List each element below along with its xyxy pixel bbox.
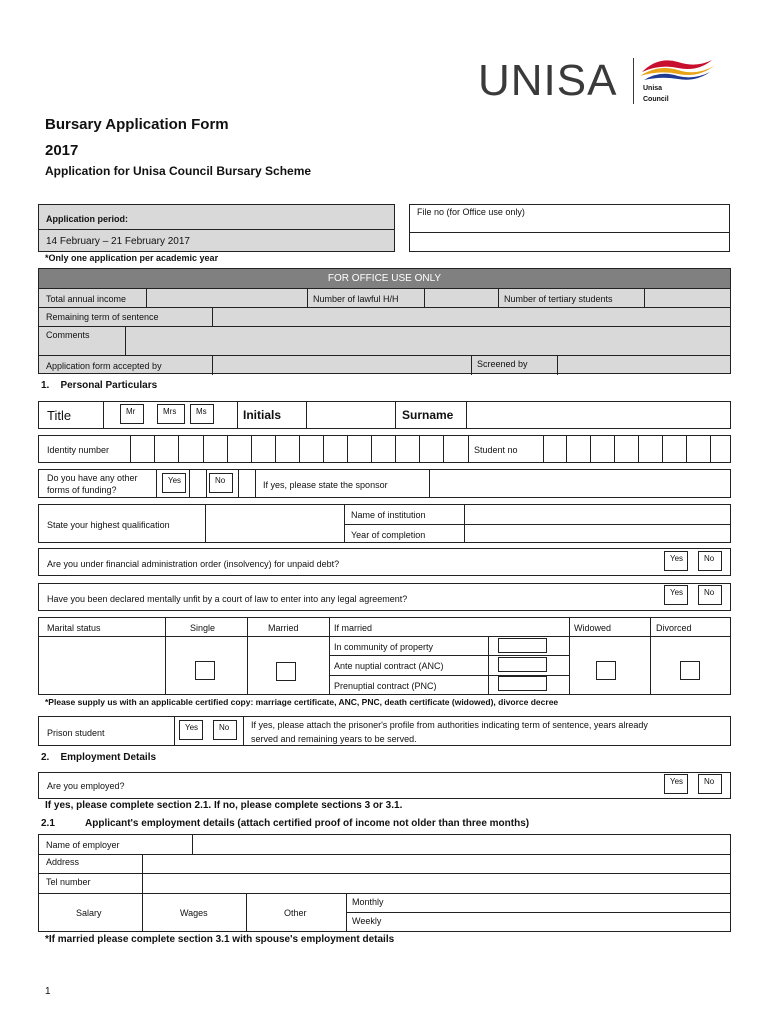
funding-question-line2: forms of funding?: [47, 485, 117, 495]
insolvency-question: Are you under financial administration order (insolvency) for unpaid debt?: [47, 559, 340, 569]
highest-qualification-label: State your highest qualification: [47, 520, 170, 530]
prison-no-checkbox[interactable]: [213, 720, 237, 740]
logo-sub-unisa: Unisa: [643, 85, 663, 92]
highest-qualification-input[interactable]: [206, 505, 342, 542]
surname-input[interactable]: [466, 402, 730, 428]
insolvency-row: [38, 548, 731, 576]
page-number: 1: [45, 986, 51, 997]
year-completion-label: Year of completion: [351, 530, 426, 540]
employer-label: Name of employer: [46, 840, 120, 850]
widowed-label: Widowed: [574, 623, 612, 633]
yes-label: Yes: [670, 554, 684, 563]
community-label: In community of property: [334, 642, 434, 652]
yes-label: Yes: [670, 588, 684, 597]
tel-input[interactable]: [142, 873, 730, 891]
prison-note-line1: If yes, please attach the prisoner's profile from authorities indicating term of sentence, years already: [251, 720, 648, 730]
section-2-1-heading: Applicant's employment details (attach certified proof of income not older than three months): [85, 818, 530, 829]
sponsor-input[interactable]: [430, 470, 730, 497]
section-1-heading: 1. Personal Particulars: [41, 380, 158, 391]
institution-input[interactable]: [464, 505, 730, 523]
tel-label: Tel number: [46, 877, 91, 887]
tertiary-students-label: Number of tertiary students: [504, 294, 613, 304]
employed-question: Are you employed?: [47, 781, 125, 791]
anc-label: Ante nuptial contract (ANC): [334, 661, 444, 671]
other-label: Other: [284, 908, 307, 918]
initials-input[interactable]: [306, 402, 394, 428]
funding-question-line1: Do you have any other: [47, 473, 138, 483]
form-title: Bursary Application Form: [45, 116, 229, 133]
form-year: 2017: [45, 142, 79, 159]
mental-no-checkbox[interactable]: [698, 585, 722, 605]
weekly-input[interactable]: [380, 912, 730, 931]
title-ms-checkbox[interactable]: [190, 404, 214, 424]
community-checkbox[interactable]: [498, 638, 547, 653]
pnc-checkbox[interactable]: [498, 676, 547, 691]
yes-label: Yes: [168, 476, 182, 485]
prison-student-label: Prison student: [47, 728, 105, 738]
total-income-label: Total annual income: [46, 294, 127, 304]
prison-row: [38, 716, 731, 746]
address-input[interactable]: [142, 854, 730, 872]
employed-row: [38, 772, 731, 799]
file-no-label: File no (for Office use only): [417, 207, 525, 217]
mental-row: [38, 583, 731, 611]
marital-note: *Please supply us with an applicable certified copy: marriage certificate, ANC, PNC, death certificate (widowed), divorce decree: [45, 697, 559, 707]
file-no-input[interactable]: [410, 232, 729, 251]
mrs-label: Mrs: [163, 407, 177, 416]
married-label: Married: [268, 623, 299, 633]
application-period-dates: 14 February – 21 February 2017: [46, 236, 190, 247]
weekly-label: Weekly: [352, 916, 382, 926]
sponsor-label: If yes, please state the sponsor: [263, 480, 388, 490]
marital-status-label: Marital status: [47, 623, 101, 633]
logo-flag-icon: [638, 54, 718, 82]
insolvency-no-checkbox[interactable]: [698, 551, 722, 571]
prison-note-line2: served and remaining years to be served.: [251, 734, 417, 744]
widowed-checkbox[interactable]: [596, 661, 616, 680]
section-2-heading: 2. Employment Details: [41, 752, 157, 763]
funding-no-checkbox[interactable]: [209, 473, 233, 493]
anc-checkbox[interactable]: [498, 657, 547, 672]
prison-yes-checkbox[interactable]: [179, 720, 203, 740]
mental-yes-checkbox[interactable]: [664, 585, 688, 605]
accepted-by-label: Application form accepted by: [46, 361, 162, 371]
logo-wordmark: UNISA: [478, 56, 618, 105]
identity-number-label: Identity number: [47, 445, 110, 455]
application-period-box: [38, 204, 395, 252]
no-label: No: [704, 777, 715, 786]
address-label: Address: [46, 857, 80, 867]
employer-input[interactable]: [192, 835, 730, 853]
office-use-table: [38, 268, 731, 374]
surname-label: Surname: [402, 408, 454, 422]
no-label: No: [704, 588, 715, 597]
mr-label: Mr: [126, 407, 136, 416]
comments-label: Comments: [46, 330, 90, 340]
title-label: Title: [47, 408, 72, 423]
section-2-1-number: 2.1: [41, 818, 55, 829]
divorced-checkbox[interactable]: [680, 661, 700, 680]
insolvency-yes-checkbox[interactable]: [664, 551, 688, 571]
no-label: No: [704, 554, 715, 563]
identity-row: [38, 435, 731, 463]
no-label: No: [219, 723, 230, 732]
unisa-logo: [478, 52, 718, 108]
pnc-label: Prenuptial contract (PNC): [334, 681, 437, 691]
logo-sub-council: Council: [643, 96, 669, 103]
marital-table: [38, 617, 731, 695]
employed-yes-checkbox[interactable]: [664, 774, 688, 794]
no-label: No: [215, 476, 226, 485]
lawful-hh-label: Number of lawful H/H: [313, 294, 399, 304]
ms-label: Ms: [196, 407, 207, 416]
employed-no-checkbox[interactable]: [698, 774, 722, 794]
one-application-note: *Only one application per academic year: [45, 253, 219, 263]
divorced-label: Divorced: [656, 623, 692, 633]
logo-divider: [633, 58, 634, 104]
married-employment-note: *If married please complete section 3.1 with spouse's employment details: [45, 934, 395, 945]
wages-label: Wages: [180, 908, 208, 918]
monthly-label: Monthly: [352, 897, 384, 907]
title-mr-checkbox[interactable]: [120, 404, 144, 424]
yes-label: Yes: [670, 777, 684, 786]
yes-label: Yes: [185, 723, 199, 732]
mental-question: Have you been declared mentally unfit by a court of law to enter into any legal agreement?: [47, 594, 408, 604]
year-completion-input[interactable]: [464, 524, 730, 542]
monthly-input[interactable]: [380, 893, 730, 911]
employment-instruction: If yes, please complete section 2.1. If no, please complete sections 3 or 3.1.: [45, 800, 403, 811]
title-mrs-checkbox[interactable]: [157, 404, 185, 424]
single-label: Single: [190, 623, 216, 633]
application-period-label: Application period:: [46, 214, 128, 224]
funding-yes-checkbox[interactable]: [162, 473, 186, 493]
if-married-label: If married: [334, 623, 373, 633]
salary-label: Salary: [76, 908, 102, 918]
office-use-heading: FOR OFFICE USE ONLY: [327, 273, 442, 284]
remaining-term-label: Remaining term of sentence: [46, 312, 159, 322]
initials-label: Initials: [243, 408, 282, 422]
single-checkbox[interactable]: [195, 661, 215, 680]
form-subtitle: Application for Unisa Council Bursary Scheme: [45, 164, 312, 178]
institution-label: Name of institution: [351, 510, 426, 520]
student-no-label: Student no: [474, 445, 518, 455]
screened-by-label: Screened by: [477, 359, 528, 369]
married-checkbox[interactable]: [276, 662, 296, 681]
